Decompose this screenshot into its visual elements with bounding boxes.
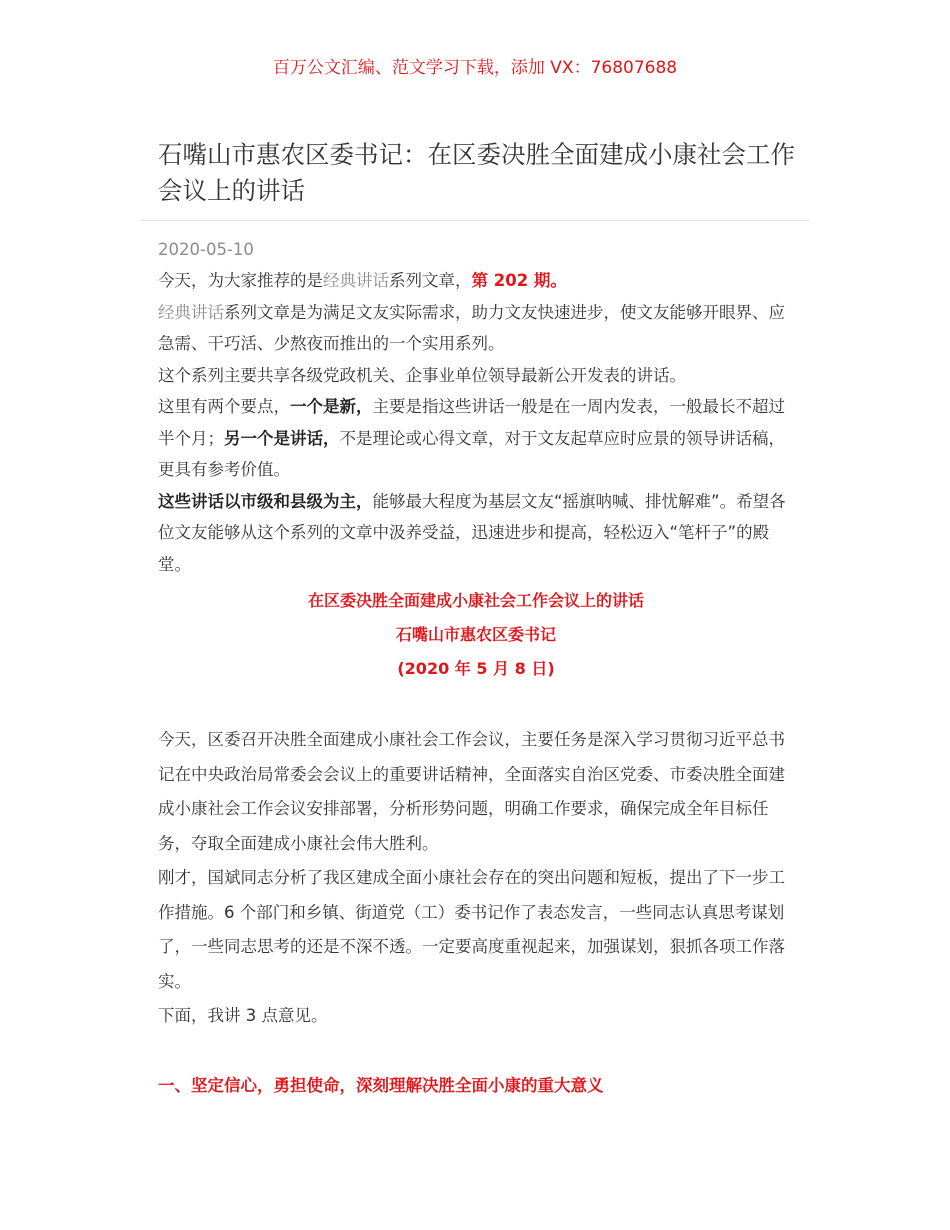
speech-paragraph-1: 今天，区委召开决胜全面建成小康社会工作会议，主要任务是深入学习贯彻习近平总书记在中央政治局常委会会议上的重要讲话精神，全面落实自治区党委、市委决胜全面建成小康社会工作会议安排部署，分析形势问题，明确工作要求，确保完成全年目标任务，夺取全面建成小康社会伟大胜利。 bbox=[158, 730, 785, 853]
speech-header bbox=[158, 584, 794, 686]
speech-paragraph-2: 刚才，国斌同志分析了我区建成全面小康社会存在的突出问题和短板，提出了下一步工作措施。6 个部门和乡镇、街道党（工）委书记作了表态发言，一些同志认真思考谋划了，一些同志思考的还是不深不透。一定要高度重视起来，加强谋划，狠抓各项工作落实。 bbox=[158, 868, 785, 991]
section-heading-1: 一、坚定信心，勇担使命，深刻理解决胜全面小康的重大意义 bbox=[158, 1076, 604, 1095]
intro-paragraph-3: 这个系列主要共享各级党政机关、企事业单位领导最新公开发表的讲话。 bbox=[158, 365, 686, 385]
intro-p2-text: 系列文章是为满足文友实际需求，助力文友快速进步，使文友能够开眼界、应急需、干巧活、少熬夜而推出的一个实用系列。 bbox=[158, 302, 785, 353]
intro-section bbox=[158, 265, 794, 580]
series-name: 经典讲话 bbox=[323, 271, 389, 290]
point-one: 一个是新， bbox=[290, 397, 373, 416]
intro-paragraph-2 bbox=[158, 297, 794, 360]
point-two: 另一个是讲话， bbox=[224, 428, 340, 448]
speech-body bbox=[158, 723, 794, 1034]
promo-banner: 百万公文汇编、范文学习下载，添加 VX：76807688 bbox=[272, 58, 678, 78]
intro-p4-text-1: 主要是指这些讲话一般是在一周内发表，一般最长不超过半个月； bbox=[158, 397, 785, 448]
intro-paragraph-5 bbox=[158, 486, 794, 581]
intro-p1-mid: 系列文章， bbox=[389, 271, 472, 290]
intro-p5-bold: 这些讲话以市级和县级为主， bbox=[158, 491, 373, 511]
article-title: 石嘴山市惠农区委书记：在区委决胜全面建成小康社会工作会议上的讲话 bbox=[158, 140, 795, 205]
speech-date: (2020 年 5 月 8 日) bbox=[397, 659, 555, 678]
series-name-2: 经典讲话 bbox=[158, 302, 224, 322]
speaker-title: 石嘴山市惠农区委书记 bbox=[395, 625, 556, 644]
speech-paragraph-3: 下面，我讲 3 点意见。 bbox=[158, 1006, 328, 1025]
speech-title: 在区委决胜全面建成小康社会工作会议上的讲话 bbox=[307, 591, 644, 610]
intro-paragraph-1 bbox=[158, 265, 794, 297]
issue-number: 第 202 期。 bbox=[471, 271, 567, 290]
intro-p5-text: 能够最大程度为基层文友“摇旗呐喊、排忧解难”。希望各位文友能够从这个系列的文章中汲养受益，迅速进步和提高，轻松迈入“笔杆子”的殿堂。 bbox=[158, 491, 786, 574]
publish-date: 2020-05-10 bbox=[158, 240, 254, 259]
intro-p4-lead: 这里有两个要点， bbox=[158, 397, 290, 416]
intro-p4-text-2: 不是理论或心得文章，对于文友起草应时应景的领导讲话稿，更具有参考价值。 bbox=[158, 428, 785, 479]
title-divider bbox=[140, 220, 810, 221]
intro-p1-lead: 今天，为大家推荐的是 bbox=[158, 271, 323, 290]
intro-paragraph-4 bbox=[158, 391, 794, 486]
